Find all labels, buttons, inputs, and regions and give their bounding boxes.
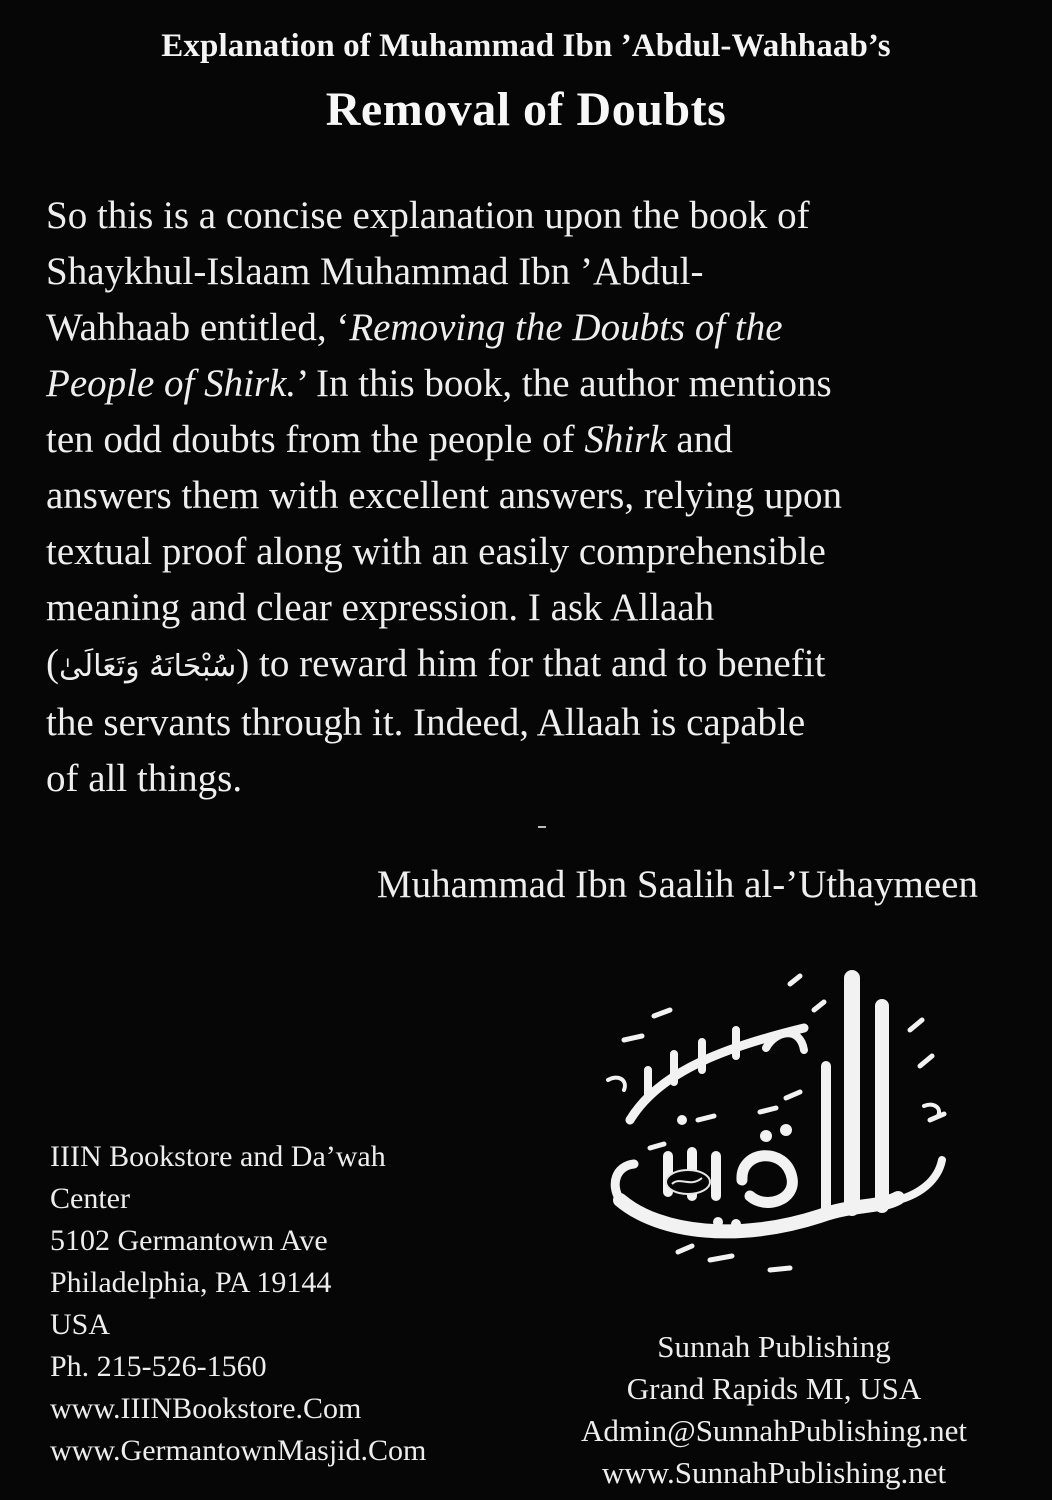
blurb-line: meaning and clear expression. I ask Allaah: [46, 586, 715, 629]
address-line: Philadelphia, PA 19144: [50, 1266, 332, 1299]
blurb-line: [46, 356, 996, 412]
blurb-text: ’ In this book, the author mentions: [296, 362, 832, 405]
arabic-honorific: سُبْحَانَهُ وَتَعَالَىٰ: [59, 649, 237, 684]
publisher-name: Sunnah Publishing: [657, 1329, 891, 1364]
bookstore-website: www.IIINBookstore.Com: [50, 1392, 362, 1425]
blurb-line: Shaykhul-Islaam Muhammad Ibn ’Abdul-: [46, 250, 704, 293]
phone-number: Ph. 215-526-1560: [50, 1350, 267, 1383]
publisher-location: Grand Rapids MI, USA: [626, 1371, 922, 1406]
blurb-text: ) to reward him for that and to benefit: [236, 642, 826, 685]
blurb-text: Wahhaab entitled, ‘: [46, 306, 350, 349]
term-italic: Shirk: [584, 418, 667, 461]
blurb-line: [46, 412, 996, 468]
publisher-email: Admin@SunnahPublishing.net: [581, 1413, 967, 1448]
masjid-website: www.GermantownMasjid.Com: [50, 1434, 427, 1467]
book-title-italic: Removing the Doubts of the: [349, 306, 783, 349]
address-line: 5102 Germantown Ave: [50, 1224, 328, 1257]
blurb-line: the servants through it. Indeed, Allaah is capable: [46, 701, 806, 744]
blurb-line: answers them with excellent answers, relying upon: [46, 474, 843, 517]
blurb-paragraph: [46, 188, 996, 807]
blurb-text: (: [46, 642, 59, 685]
publisher-info: [540, 1326, 1008, 1494]
author-signature: Muhammad Ibn Saalih al-’Uthaymeen: [376, 863, 978, 906]
blurb-line: [46, 636, 996, 695]
blurb-line: [46, 300, 996, 356]
blurb-text: ten odd doubts from the people of: [46, 418, 585, 461]
address-line: Center: [50, 1182, 130, 1215]
blurb-line: textual proof along with an easily comprehensible: [46, 530, 826, 573]
separator-mark: [538, 826, 546, 828]
address-line: IIIN Bookstore and Da’wah: [50, 1140, 386, 1173]
blurb-text: and: [666, 418, 733, 461]
book-subtitle: Explanation of Muhammad Ibn ’Abdul-Wahhaab’s: [161, 28, 891, 64]
blurb-line: of all things.: [46, 757, 243, 800]
maktabah-sunnah-calligraphy-logo: [590, 970, 960, 1310]
book-title-italic: People of Shirk.: [46, 362, 297, 405]
address-line: USA: [50, 1308, 111, 1341]
publisher-website: www.SunnahPublishing.net: [601, 1455, 947, 1490]
distributor-address: [50, 1136, 426, 1472]
book-title: Removal of Doubts: [325, 83, 727, 136]
blurb-line: So this is a concise explanation upon the book of: [46, 194, 810, 237]
